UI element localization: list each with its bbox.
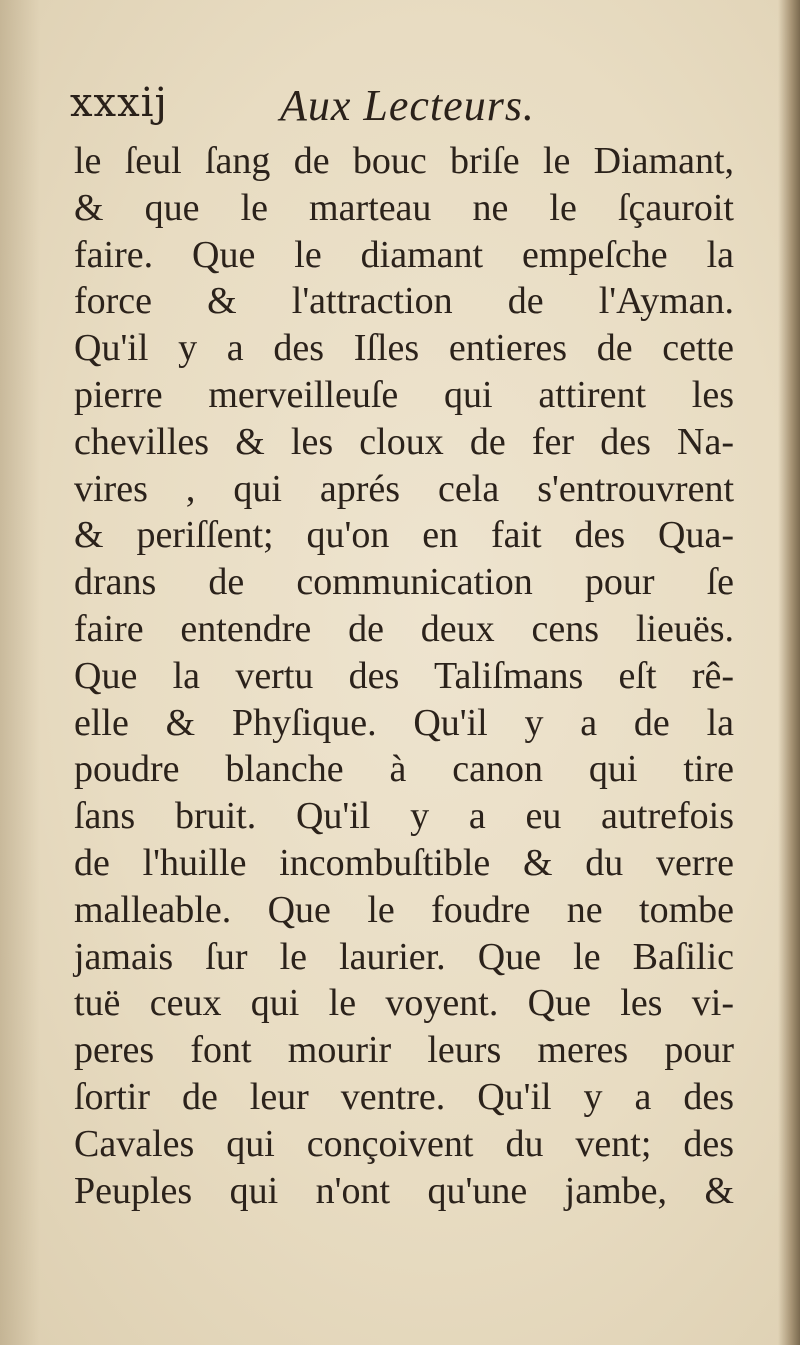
text-line: drans de communication pour ſe bbox=[74, 561, 734, 604]
body-text bbox=[74, 138, 734, 1214]
text-line: Qu'il y a des Iſles entieres de cette bbox=[74, 327, 734, 370]
text-line: malleable. Que le foudre ne tombe bbox=[74, 888, 734, 931]
page-edge-shadow bbox=[778, 0, 800, 1345]
text-line: Cavales qui conçoivent du vent; des bbox=[74, 1122, 734, 1165]
page-header bbox=[70, 80, 740, 140]
text-line: faire entendre de deux cens lieuës. bbox=[74, 607, 734, 650]
text-line: & periſſent; qu'on en fait des Qua- bbox=[74, 514, 734, 557]
text-line: force & l'attraction de l'Ayman. bbox=[74, 280, 734, 323]
text-line: jamais ſur le laurier. Que le Baſilic bbox=[74, 935, 734, 978]
text-line: faire. Que le diamant empeſche la bbox=[74, 233, 734, 276]
text-line: tuë ceux qui le voyent. Que les vi- bbox=[74, 982, 734, 1025]
text-line: Que la vertu des Taliſmans eſt rê- bbox=[74, 654, 734, 697]
text-line: le ſeul ſang de bouc briſe le Diamant, bbox=[74, 140, 734, 182]
text-line: ſortir de leur ventre. Qu'il y a des bbox=[74, 1075, 734, 1118]
text-line: Peuples qui n'ont qu'une jambe, & bbox=[74, 1169, 734, 1212]
text-line: chevilles & les cloux de fer des Na- bbox=[74, 420, 734, 463]
text-line: & que le marteau ne le ſçauroit bbox=[74, 186, 734, 229]
text-line: pierre merveilleuſe qui attirent les bbox=[74, 373, 734, 416]
text-line: poudre blanche à canon qui tire bbox=[74, 748, 734, 791]
text-line: elle & Phyſique. Qu'il y a de la bbox=[74, 701, 734, 744]
page-number: xxxij bbox=[70, 80, 168, 126]
text-line: vires , qui aprés cela s'entrouvrent bbox=[74, 467, 734, 510]
text-line: de l'huille incombuſtible & du verre bbox=[74, 841, 734, 884]
spine-shadow bbox=[0, 0, 40, 1345]
text-line: peres font mourir leurs meres pour bbox=[74, 1029, 734, 1072]
text-line: ſans bruit. Qu'il y a eu autrefois bbox=[74, 795, 734, 838]
running-title: Aux Lecteurs. bbox=[280, 81, 535, 130]
